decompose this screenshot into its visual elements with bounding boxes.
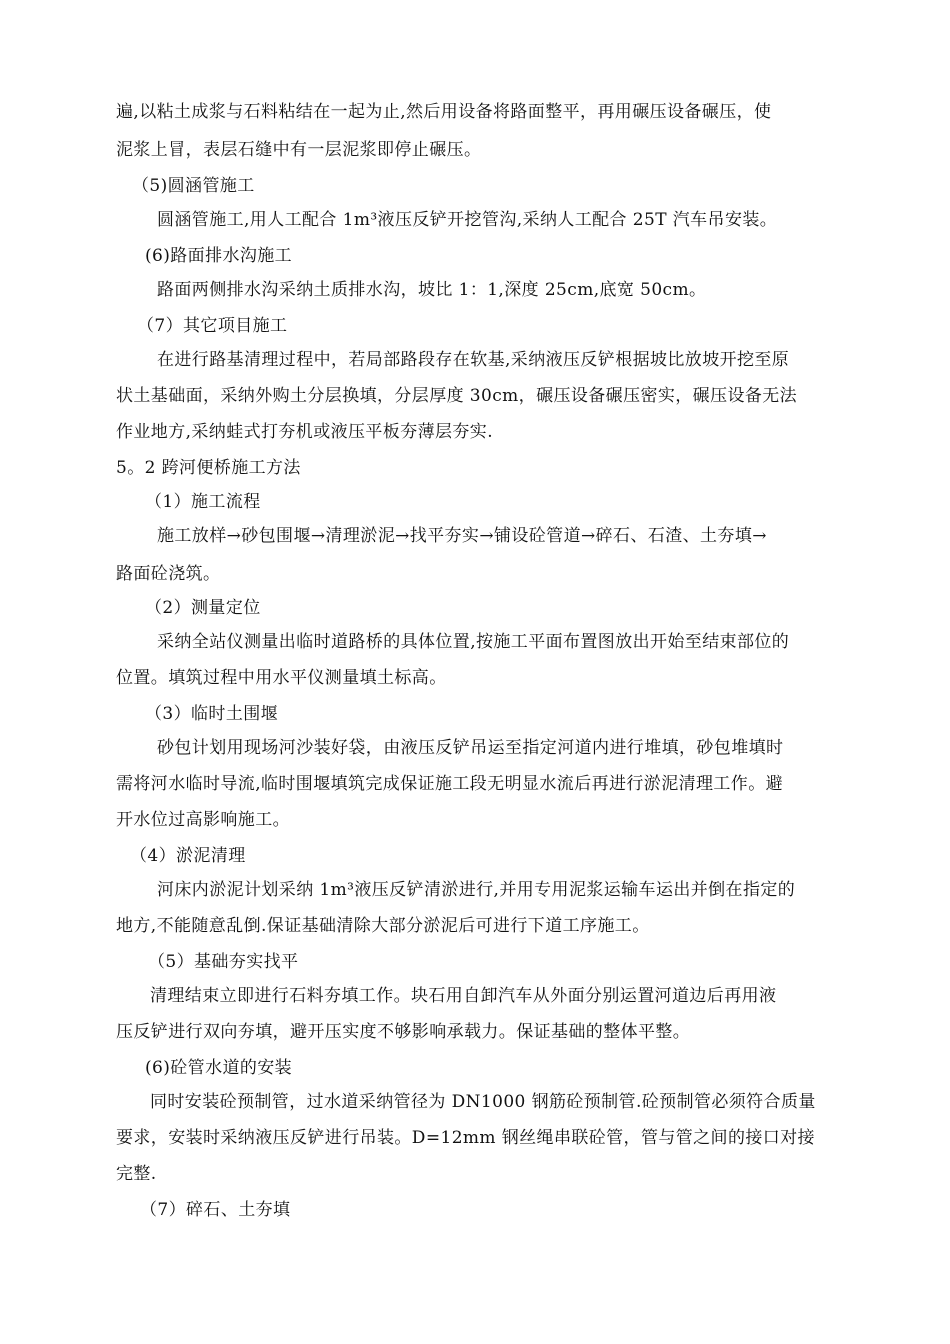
section-heading: (6)砼管水道的安装 (145, 1058, 293, 1078)
section-heading: （1）施工流程 (145, 492, 261, 512)
text-line: 完整. (116, 1164, 157, 1184)
text-line: 遍,以粘土成浆与石料粘结在一起为止,然后用设备将路面整平，再用碾压设备碾压，使 (116, 102, 772, 122)
text-line: 需将河水临时导流,临时围堰填筑完成保证施工段无明显水流后再进行淤泥清理工作。避 (116, 774, 784, 794)
text-line: 圆涵管施工,用人工配合 1m³液压反铲开挖管沟,采纳人工配合 25T 汽车吊安装。 (157, 210, 778, 230)
section-heading: (6)路面排水沟施工 (145, 246, 293, 266)
text-line: 河床内淤泥计划采纳 1m³液压反铲清淤进行,并用专用泥浆运输车运出并倒在指定的 (157, 880, 796, 900)
section-heading: （7）碎石、土夯填 (140, 1200, 291, 1220)
section-heading: （7）其它项目施工 (137, 316, 288, 336)
section-heading: （2）测量定位 (145, 598, 261, 618)
text-line: 地方,不能随意乱倒.保证基础清除大部分淤泥后可进行下道工序施工。 (116, 916, 650, 936)
section-heading: （5）基础夯实找平 (148, 952, 299, 972)
section-heading: （3）临时土围堰 (145, 704, 279, 724)
text-line: 开水位过高影响施工。 (116, 810, 290, 830)
text-line: 路面两侧排水沟采纳土质排水沟，坡比 1：1,深度 25cm,底宽 50cm。 (157, 280, 707, 300)
text-line: 作业地方,采纳蛙式打夯机或液压平板夯薄层夯实. (116, 422, 494, 442)
text-line: 状土基础面，采纳外购土分层换填，分层厚度 30cm，碾压设备碾压密实，碾压设备无法 (116, 386, 798, 406)
chapter-heading: 5。2 跨河便桥施工方法 (116, 458, 301, 478)
text-line: 同时安装砼预制管，过水道采纳管径为 DN1000 钢筋砼预制管.砼预制管必须符合质量 (150, 1092, 816, 1112)
text-line: 在进行路基清理过程中，若局部路段存在软基,采纳液压反铲根据坡比放坡开挖至原 (157, 350, 790, 370)
text-line: 砂包计划用现场河沙装好袋，由液压反铲吊运至指定河道内进行堆填，砂包堆填时 (157, 738, 784, 758)
text-line: 清理结束立即进行石料夯填工作。块石用自卸汽车从外面分别运置河道边后再用液 (150, 986, 777, 1006)
text-line: 位置。填筑过程中用水平仪测量填土标高。 (116, 668, 447, 688)
section-heading: （5)圆涵管施工 (132, 176, 255, 196)
text-line: 采纳全站仪测量出临时道路桥的具体位置,按施工平面布置图放出开始至结束部位的 (157, 632, 790, 652)
text-line: 压反铲进行双向夯填，避开压实度不够影响承载力。保证基础的整体平整。 (116, 1022, 691, 1042)
text-line: 泥浆上冒，表层石缝中有一层泥浆即停止碾压。 (116, 140, 482, 160)
text-line: 要求，安装时采纳液压反铲进行吊装。D=12mm 钢丝绳串联砼管，管与管之间的接口对接 (116, 1128, 815, 1148)
text-line: 路面砼浇筑。 (116, 564, 221, 584)
section-heading: （4）淤泥清理 (130, 846, 246, 866)
text-line: 施工放样→砂包围堰→清理淤泥→找平夯实→铺设砼管道→碎石、石渣、土夯填→ (157, 526, 767, 546)
